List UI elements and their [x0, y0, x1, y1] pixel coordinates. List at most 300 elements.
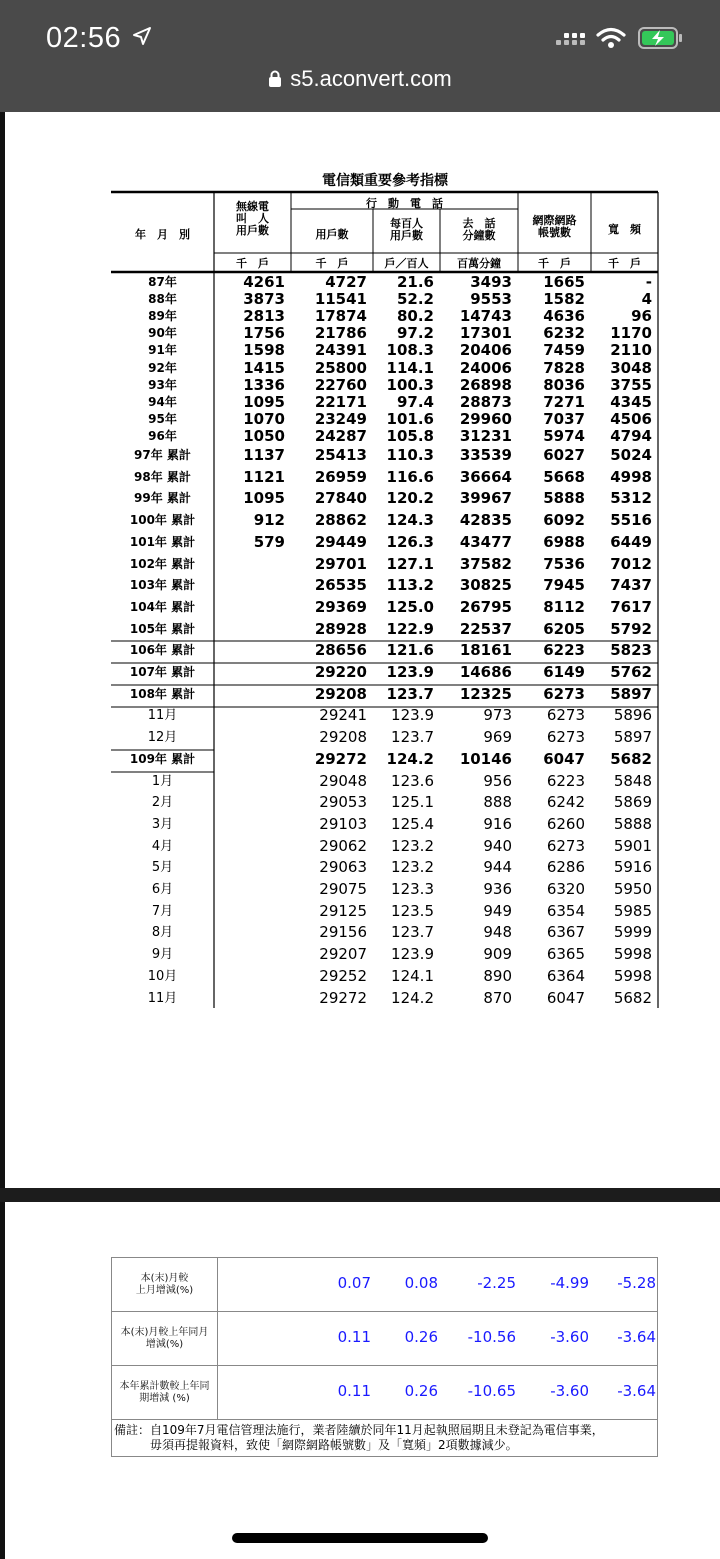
- table-cell: 6092: [543, 511, 585, 530]
- table-cell: 17874: [314, 307, 367, 326]
- document-page-2[interactable]: [5, 1202, 720, 1559]
- change-row-label: 本(末)月較 上月增減(%): [112, 1258, 218, 1312]
- table-cell: [214, 836, 285, 858]
- table-cell: [214, 619, 285, 641]
- table-cell: 3873: [243, 290, 285, 309]
- table-cell: 5999: [613, 923, 652, 942]
- table-cell: 80.2: [396, 307, 434, 326]
- table-cell: 125.1: [391, 793, 434, 812]
- table-cell: 888: [483, 793, 512, 812]
- table-cell: 1415: [243, 358, 285, 377]
- table-cell: 29063: [319, 858, 367, 877]
- table-cell: 28928: [314, 619, 367, 638]
- table-cell: 6047: [543, 749, 585, 768]
- table-cell: 4794: [610, 426, 652, 445]
- document-page-1[interactable]: [5, 112, 720, 1188]
- row-label: 3月: [151, 816, 174, 832]
- table-cell: 1095: [243, 392, 285, 411]
- table-cell: 29369: [314, 597, 367, 616]
- table-cell: 123.7: [386, 684, 434, 703]
- table-cell: 969: [483, 728, 512, 747]
- table-row: [111, 342, 658, 359]
- table-cell: [214, 857, 285, 879]
- col-wireless-header: 無線電 叫 人 用戶數: [236, 200, 269, 237]
- row-label: 90年: [148, 326, 177, 341]
- table-row: [111, 274, 658, 291]
- table-cell: 24287: [314, 426, 367, 445]
- cellular-signal-icon: [556, 30, 586, 50]
- unit-label: 戶／百人: [384, 257, 429, 270]
- table-cell: 123.7: [391, 728, 434, 747]
- col-mobile-users-header: 用戶數: [315, 228, 349, 241]
- table-row: [111, 394, 658, 411]
- table-cell: 916: [483, 814, 512, 833]
- table-row: [111, 879, 658, 901]
- table-cell: 105.8: [386, 426, 434, 445]
- table-cell: 944: [483, 858, 512, 877]
- table-cell: 5950: [613, 880, 652, 898]
- table-cell: 936: [483, 880, 512, 898]
- url-text: s5.aconvert.com: [290, 66, 452, 91]
- table-row: [111, 488, 658, 510]
- row-label: 5月: [151, 860, 174, 876]
- table-cell: 29048: [319, 771, 367, 790]
- table-cell: 122.9: [386, 619, 434, 638]
- table-cell: 21786: [314, 324, 367, 343]
- table-row: [111, 901, 658, 923]
- table-cell: 2110: [610, 341, 652, 360]
- table-cell: 123.3: [391, 880, 434, 898]
- table-cell: 4998: [610, 467, 652, 486]
- table-cell: [214, 705, 285, 727]
- table-cell: 5516: [610, 511, 652, 530]
- row-label: 94年: [148, 394, 177, 409]
- table-cell: 949: [483, 901, 512, 920]
- change-value: -3.60: [550, 1328, 589, 1346]
- col-internet-header: 網際網路 帳號數: [532, 214, 577, 239]
- change-value: 0.07: [337, 1274, 371, 1292]
- table-cell: 52.2: [396, 290, 434, 309]
- change-value: -3.60: [550, 1382, 589, 1400]
- table-cell: 6273: [546, 706, 585, 725]
- table-cell: 4727: [325, 273, 367, 291]
- col-outgoing-header: 去 話 分鐘數: [462, 217, 496, 242]
- table-cell: 1665: [543, 273, 585, 291]
- table-row: [111, 428, 658, 445]
- table-cell: [214, 575, 285, 597]
- table-cell: 5848: [613, 771, 652, 790]
- table-row: [111, 597, 658, 619]
- table-cell: [214, 684, 285, 706]
- table-cell: [214, 988, 285, 1010]
- table-cell: 36664: [459, 467, 512, 486]
- table-cell: 124.2: [391, 988, 434, 1007]
- table-cell: 121.6: [386, 641, 434, 660]
- table-cell: 23249: [314, 409, 367, 428]
- table-cell: 9553: [470, 290, 512, 309]
- row-label: 12月: [147, 730, 178, 746]
- table-cell: 31231: [459, 426, 512, 445]
- table-row: [111, 771, 658, 793]
- table-cell: 8112: [543, 597, 585, 616]
- table-cell: [214, 966, 285, 988]
- table-cell: 113.2: [386, 576, 434, 595]
- table-cell: 4636: [543, 307, 585, 326]
- row-label: 89年: [148, 309, 177, 324]
- change-row: [112, 1258, 658, 1312]
- table-row: [111, 966, 658, 988]
- table-cell: 28862: [314, 511, 367, 530]
- row-label: 96年: [148, 428, 177, 443]
- table-cell: 956: [483, 771, 512, 790]
- address-bar[interactable]: [0, 66, 720, 92]
- table-cell: 5682: [613, 988, 652, 1007]
- row-label: 6月: [151, 882, 174, 897]
- table-cell: 123.9: [391, 706, 434, 725]
- table-cell: 26898: [459, 375, 512, 394]
- table-row: [111, 857, 658, 879]
- table-cell: 6286: [546, 858, 585, 877]
- table-cell: 17301: [459, 324, 512, 343]
- table-title: 電信類重要參考指標: [322, 173, 448, 189]
- table-cell: 29156: [319, 923, 367, 942]
- table-cell: 890: [483, 966, 512, 985]
- change-value: -2.25: [477, 1274, 516, 1292]
- footnote: 備註：自109年7月電信管理法施行，業者陸續於同年11月起執照屆期且未登記為電信事業， 毋須再提報資料，致使「網際網路帳號數」及「寬頻」2項數據減少。: [112, 1420, 658, 1457]
- table-cell: 12325: [459, 684, 512, 703]
- table-cell: 22537: [459, 619, 512, 638]
- table-cell: 123.5: [391, 901, 434, 920]
- table-cell: 5897: [610, 684, 652, 703]
- home-indicator[interactable]: [232, 1533, 488, 1543]
- table-row: [111, 749, 658, 771]
- unit-label: 千 戶: [538, 257, 571, 270]
- table-cell: 5668: [543, 467, 585, 486]
- table-cell: 948: [483, 923, 512, 942]
- row-label: 10月: [147, 968, 178, 984]
- table-cell: 1170: [610, 324, 652, 343]
- table-cell: [214, 944, 285, 966]
- table-cell: 4: [641, 290, 652, 309]
- col-mobile-group-header: 行 動 電 話: [366, 197, 443, 210]
- table-cell: 42835: [459, 511, 512, 530]
- table-cell: 1756: [243, 324, 285, 343]
- row-label: 9月: [151, 947, 174, 963]
- table-cell: 912: [253, 511, 285, 530]
- table-cell: 6367: [546, 923, 585, 942]
- table-cell: [214, 792, 285, 814]
- row-label: 11月: [147, 708, 178, 724]
- table-cell: 5896: [613, 706, 652, 725]
- table-cell: 5998: [613, 945, 652, 964]
- table-cell: 110.3: [386, 446, 434, 464]
- table-cell: 973: [483, 706, 512, 725]
- table-cell: 33539: [459, 446, 512, 464]
- row-label: 92年: [148, 360, 177, 375]
- row-label: 88年: [148, 292, 177, 307]
- change-table: [111, 1257, 658, 1457]
- table-cell: 39967: [459, 489, 512, 508]
- table-cell: 125.0: [386, 597, 434, 616]
- table-cell: [214, 727, 285, 749]
- table-cell: 11541: [314, 290, 367, 309]
- change-value: -3.64: [617, 1382, 656, 1400]
- table-cell: 20406: [459, 341, 512, 360]
- table-cell: 5312: [610, 489, 652, 508]
- table-cell: 579: [253, 532, 285, 551]
- table-row: [111, 291, 658, 308]
- table-row: [111, 684, 658, 706]
- table-cell: 4345: [610, 392, 652, 411]
- table-cell: 24391: [314, 341, 367, 360]
- table-cell: 5823: [610, 641, 652, 660]
- table-cell: [214, 922, 285, 944]
- table-cell: 97.4: [396, 392, 434, 411]
- status-bar: [0, 0, 720, 112]
- table-row: [111, 377, 658, 394]
- table-cell: 1582: [543, 290, 585, 309]
- table-cell: 29272: [319, 988, 367, 1007]
- table-cell: 10146: [459, 749, 512, 768]
- table-cell: 29272: [314, 749, 367, 768]
- row-label: 101年 累計: [129, 534, 196, 549]
- unit-label: 千 戶: [315, 257, 349, 270]
- table-cell: [214, 554, 285, 576]
- table-cell: 5888: [613, 814, 652, 833]
- table-cell: 29053: [319, 793, 367, 812]
- table-cell: 97.2: [396, 324, 434, 343]
- table-cell: 940: [483, 836, 512, 855]
- table-cell: 114.1: [386, 358, 434, 377]
- table-cell: 7437: [610, 576, 652, 595]
- col-period-header: 年 月 別: [135, 228, 190, 241]
- table-cell: [214, 879, 285, 901]
- table-row: [111, 662, 658, 684]
- row-label: 4月: [151, 838, 174, 854]
- table-cell: 26795: [459, 597, 512, 616]
- table-cell: [214, 901, 285, 923]
- table-cell: 21.6: [396, 273, 434, 291]
- table-cell: 6364: [546, 966, 585, 985]
- table-cell: 7271: [543, 392, 585, 411]
- battery-charging-icon: [638, 26, 684, 50]
- table-row: [111, 640, 658, 662]
- row-label: 1月: [151, 773, 174, 789]
- table-cell: 7536: [543, 554, 585, 573]
- table-cell: 8036: [543, 375, 585, 394]
- table-cell: 6047: [546, 988, 585, 1007]
- row-label: 97年 累計: [134, 448, 191, 462]
- clock: 02:56: [46, 22, 122, 54]
- unit-label: 千 戶: [608, 257, 641, 270]
- table-cell: 37582: [459, 554, 512, 573]
- table-cell: 5897: [613, 728, 652, 747]
- change-value: -10.65: [467, 1382, 516, 1400]
- change-value: 0.08: [404, 1274, 438, 1292]
- table-cell: 7828: [543, 358, 585, 377]
- table-row: [111, 360, 658, 377]
- change-values: [218, 1258, 658, 1312]
- table-cell: 120.2: [386, 489, 434, 508]
- table-row: [111, 619, 658, 641]
- table-cell: 6273: [546, 728, 585, 747]
- col-per-hundred-header: 每百人 用戶數: [390, 217, 423, 242]
- table-cell: 6273: [543, 684, 585, 703]
- table-cell: 1598: [243, 341, 285, 360]
- table-cell: 43477: [459, 532, 512, 551]
- change-value: -3.64: [617, 1328, 656, 1346]
- table-cell: 6449: [610, 532, 652, 551]
- table-cell: [214, 749, 285, 771]
- table-cell: 5998: [613, 966, 652, 985]
- table-cell: 100.3: [386, 375, 434, 394]
- row-label: 105年 累計: [129, 621, 196, 636]
- table-cell: 124.1: [391, 966, 434, 985]
- table-row: [111, 510, 658, 532]
- table-cell: 29103: [319, 814, 367, 833]
- table-cell: 909: [483, 945, 512, 964]
- table-row: [111, 922, 658, 944]
- table-cell: 1336: [243, 375, 285, 394]
- table-cell: 4506: [610, 409, 652, 428]
- row-label: 108年 累計: [129, 686, 196, 701]
- table-cell: 5974: [543, 426, 585, 445]
- table-row: [111, 575, 658, 597]
- table-cell: 5985: [613, 901, 652, 920]
- row-label: 95年: [148, 411, 177, 426]
- table-cell: 1095: [243, 489, 285, 508]
- table-cell: 29208: [319, 728, 367, 747]
- table-cell: [214, 771, 285, 793]
- change-value: 0.11: [337, 1382, 371, 1400]
- table-cell: 123.9: [391, 945, 434, 964]
- table-cell: 6205: [543, 619, 585, 638]
- row-label: 93年: [148, 377, 177, 392]
- table-cell: 3048: [610, 358, 652, 377]
- table-cell: 5869: [613, 793, 652, 812]
- table-cell: 6149: [543, 663, 585, 681]
- table-cell: 101.6: [386, 409, 434, 428]
- table-cell: 6320: [546, 880, 585, 898]
- table-row: [111, 554, 658, 576]
- table-cell: 125.4: [391, 814, 434, 833]
- row-label: 87年: [148, 275, 177, 289]
- change-row: [112, 1366, 658, 1420]
- table-cell: [214, 640, 285, 662]
- table-cell: 6223: [543, 641, 585, 660]
- table-cell: 29208: [314, 684, 367, 703]
- table-cell: 127.1: [386, 554, 434, 573]
- table-cell: 29960: [459, 409, 512, 428]
- table-cell: 96: [631, 307, 652, 326]
- change-value: -10.56: [467, 1328, 516, 1346]
- table-row: [111, 308, 658, 325]
- table-cell: 124.3: [386, 511, 434, 530]
- change-values: [218, 1366, 658, 1420]
- row-label: 11月: [147, 990, 178, 1006]
- row-label: 99年 累計: [134, 491, 191, 506]
- table-cell: 27840: [314, 489, 367, 508]
- table-cell: 26535: [314, 576, 367, 595]
- row-label: 106年 累計: [129, 643, 196, 658]
- table-cell: 25413: [314, 446, 367, 464]
- table-cell: 3493: [470, 273, 512, 291]
- table-row: [111, 532, 658, 554]
- table-row: [111, 705, 658, 727]
- table-row: [111, 944, 658, 966]
- row-label: 2月: [151, 795, 174, 811]
- unit-label: 千 戶: [236, 257, 269, 270]
- table-cell: 5682: [610, 749, 652, 768]
- row-label: 8月: [151, 925, 174, 941]
- table-cell: 5024: [610, 446, 652, 464]
- table-cell: 24006: [459, 358, 512, 377]
- table-cell: 29075: [319, 880, 367, 898]
- table-cell: 7012: [610, 554, 652, 573]
- change-value: -5.28: [617, 1274, 656, 1292]
- change-values: [218, 1312, 658, 1366]
- table-cell: 123.9: [386, 663, 434, 681]
- table-cell: 29449: [314, 532, 367, 551]
- table-cell: 5792: [610, 619, 652, 638]
- table-cell: 29062: [319, 836, 367, 855]
- table-cell: 29241: [319, 706, 367, 725]
- table-cell: 25800: [314, 358, 367, 377]
- table-cell: 5762: [610, 663, 652, 681]
- change-row-label: 本(末)月較上年同月 增減(%): [112, 1312, 218, 1366]
- table-cell: [214, 597, 285, 619]
- table-cell: 5901: [613, 836, 652, 855]
- table-cell: 7037: [543, 409, 585, 428]
- change-value: 0.26: [404, 1328, 438, 1346]
- table-header: [111, 192, 658, 272]
- wifi-icon: [596, 26, 626, 50]
- change-row: [112, 1312, 658, 1366]
- table-cell: 14743: [459, 307, 512, 326]
- row-label: 103年 累計: [129, 578, 196, 593]
- row-label: 102年 累計: [129, 556, 196, 571]
- table-cell: 5888: [543, 489, 585, 508]
- table-cell: 6027: [543, 446, 585, 464]
- table-cell: 1137: [243, 446, 285, 464]
- table-cell: 7945: [543, 576, 585, 595]
- table-cell: 29252: [319, 966, 367, 985]
- table-cell: 7459: [543, 341, 585, 360]
- table-cell: 123.2: [391, 836, 434, 855]
- table-cell: 28656: [314, 641, 367, 660]
- row-label: 100年 累計: [129, 513, 196, 528]
- table-cell: 18161: [459, 641, 512, 660]
- table-cell: 6232: [543, 324, 585, 343]
- table-cell: 7617: [610, 597, 652, 616]
- table-cell: 4261: [243, 273, 285, 291]
- row-label: 104年 累計: [129, 599, 196, 614]
- table-cell: 1121: [243, 467, 285, 486]
- table-cell: 2813: [243, 307, 285, 326]
- table-cell: 123.6: [391, 771, 434, 790]
- units-row: [214, 255, 658, 271]
- row-label: 107年 累計: [129, 665, 196, 679]
- table-cell: 116.6: [386, 467, 434, 486]
- table-cell: 6260: [546, 814, 585, 833]
- location-arrow-icon: [132, 26, 152, 46]
- table-row: [111, 325, 658, 342]
- col-broadband-header: 寬 頻: [608, 223, 641, 236]
- row-label: 109年 累計: [129, 751, 196, 766]
- change-value: 0.11: [337, 1328, 371, 1346]
- table-cell: 3755: [610, 375, 652, 394]
- table-row: [111, 792, 658, 814]
